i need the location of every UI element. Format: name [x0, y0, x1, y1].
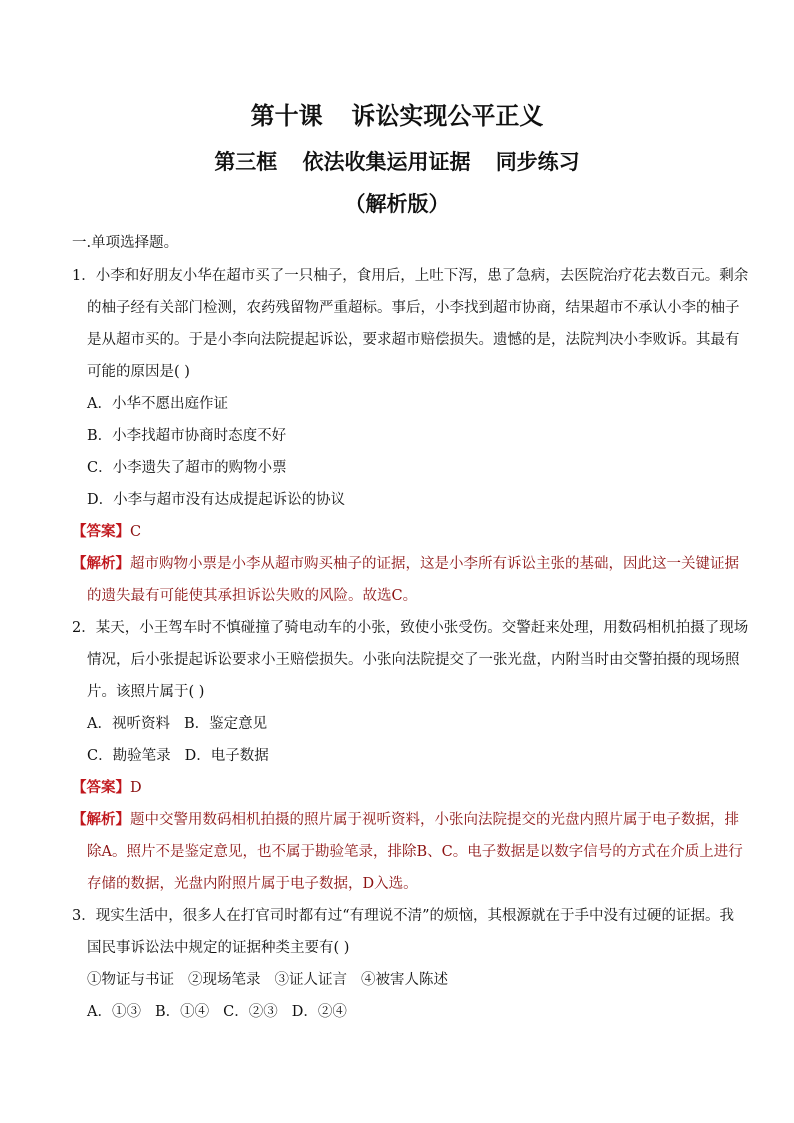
q2-answer [72, 778, 142, 798]
q2-analysis-1: 【解析】题中交警用数码相机拍摄的照片属于视听资料，小张向法院提交的光盘内照片属于电子数据，排 [72, 811, 739, 828]
q3-option-d: D．②④ [291, 1004, 347, 1020]
q1-line-1: 1．小李和好朋友小华在超市买了一只柚子，食用后，上吐下泻，患了急病，去医院治疗花去数百元。剩余 [72, 268, 749, 284]
q1-answer [72, 522, 141, 542]
q2-line-3: 片。该照片属于( ) [87, 684, 205, 700]
q1-line-2: 的柚子经有关部门检测，农药残留物严重超标。事后，小李找到超市协商，结果超市不承认小李的柚子 [87, 300, 740, 316]
q1-analysis-2: 的遗失最有可能使其承担诉讼失败的风险。故选C。 [87, 588, 418, 604]
q3-option-b: B．①④ [154, 1004, 210, 1020]
q1-line-4: 可能的原因是( ) [87, 364, 190, 380]
q3-number: 3． [72, 908, 96, 924]
answer-value: D [130, 780, 142, 796]
answer-value: C [130, 524, 142, 540]
q2-options-row-1 [87, 714, 267, 734]
q3-statement-4: ④被害人陈述 [361, 972, 448, 988]
q3-option-c: C．②③ [223, 1004, 278, 1020]
q1-option-c: C．小李遗失了超市的购物小票 [87, 460, 287, 476]
answer-label: 【答案】 [72, 779, 130, 796]
q3-statement-3: ③证人证言 [274, 972, 347, 988]
q3-options [87, 1002, 347, 1022]
q2-option-a: A．视听资料 [87, 716, 170, 732]
answer-label: 【答案】 [72, 523, 130, 540]
q3-statement-2: ②现场笔录 [188, 972, 261, 988]
q3-statements [87, 970, 448, 990]
q1-line-3: 是从超市买的。于是小李向法院提起诉讼，要求超市赔偿损失。遗憾的是，法院判决小李败诉。其最有 [87, 332, 740, 348]
q1-analysis-1: 【解析】超市购物小票是小李从超市购买柚子的证据，这是小李所有诉讼主张的基础，因此这一关键证据 [72, 555, 739, 572]
section-title [0, 146, 794, 176]
q1-option-d: D．小李与超市没有达成提起诉讼的协议 [87, 492, 346, 508]
q2-analysis-2: 除A。照片不是鉴定意见，也不属于勘验笔录，排除B、C。电子数据是以数字信号的方式在介质上进行 [87, 844, 743, 860]
q2-analysis-3: 存储的数据，光盘内附照片属于电子数据，D入选。 [87, 876, 418, 892]
section-name: 依法收集运用证据 [302, 149, 471, 174]
analysis-label: 【解析】 [72, 555, 130, 572]
q2-option-d: D．电子数据 [184, 748, 269, 764]
lesson-title [0, 96, 794, 131]
q3-statement-1: ①物证与书证 [87, 972, 174, 988]
section-heading: 一.单项选择题。 [72, 235, 179, 251]
q2-line-2: 情况，后小张提起诉讼要求小王赔偿损失。小张向法院提交了一张光盘，内附当时由交警拍摄的现场照 [87, 652, 740, 668]
q1-option-a: A．小华不愿出庭作证 [87, 396, 228, 412]
q2-line-1: 2．某天，小王驾车时不慎碰撞了骑电动车的小张，致使小张受伤。交警赶来处理，用数码相机拍摄了现场 [72, 620, 749, 636]
exercise-type: 同步练习 [495, 149, 580, 174]
lesson-number: 第十课 [250, 101, 323, 130]
q3-line-2: 国民事诉讼法中规定的证据种类主要有( ) [87, 940, 350, 956]
q1-option-b: B．小李找超市协商时态度不好 [87, 428, 287, 444]
q2-option-b: B．鉴定意见 [183, 716, 268, 732]
analysis-label: 【解析】 [72, 811, 130, 828]
q3-line-1: 3．现实生活中，很多人在打官司时都有过“有理说不清”的烦恼，其根源就在于手中没有过硬的证据。我 [72, 908, 735, 924]
q1-number: 1． [72, 268, 96, 284]
q2-options-row-2 [87, 746, 269, 766]
q2-number: 2． [72, 620, 96, 636]
lesson-name: 诉讼实现公平正义 [351, 101, 544, 130]
section-number: 第三框 [214, 149, 278, 174]
edition-label: （解析版） [344, 191, 450, 216]
q2-option-c: C．勘验笔录 [87, 748, 171, 764]
q3-option-a: A．①③ [87, 1004, 141, 1020]
